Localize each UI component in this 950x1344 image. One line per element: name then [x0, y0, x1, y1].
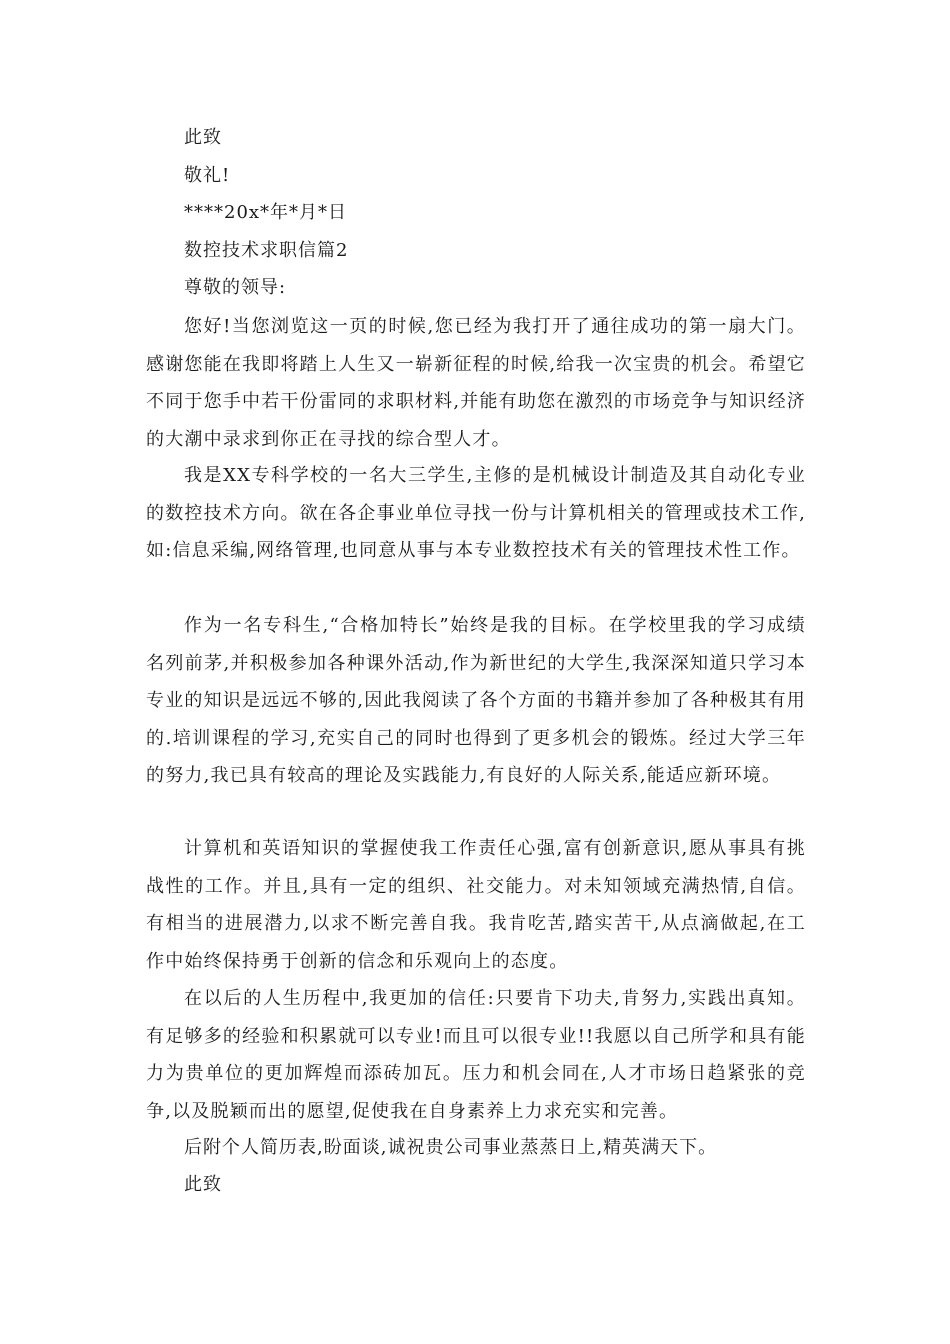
paragraph-goals: 作为一名专科生,“合格加特长”始终是我的目标。在学校里我的学习成绩名列前茅,并积极参加各种课外活动,作为新世纪的大学生,我深深知道只学习本专业的知识是远远不够的,因此我阅读了各个方面的书籍并参加了各种极其有用的.培训课程的学习,充实自己的同时也得到了更多机会的锻炼。经过大学三年的努力,我已具有较高的理论及实践能力,有良好的人际关系,能适应新环境。: [146, 615, 806, 786]
paragraph-intro: 您好!当您浏览这一页的时候,您已经为我打开了通往成功的第一扇大门。感谢您能在我即将踏上人生又一崭新征程的时候,给我一次宝贵的机会。希望它不同于您手中若干份雷同的求职材料,并能有助您在激烈的市场竞争与知识经济的大潮中录求到你正在寻找的综合型人才。: [146, 316, 806, 450]
paragraph-skills: 计算机和英语知识的掌握使我工作责任心强,富有创新意识,愿从事具有挑战性的工作。并且,具有一定的组织、社交能力。对未知领域充满热情,自信。有相当的进展潜力,以求不断完善自我。我肯吃苦,踏实苦干,从点滴做起,在工作中始终保持勇于创新的信念和乐观向上的态度。: [146, 838, 806, 972]
date-line: ****20x*年*月*日: [184, 202, 348, 223]
paragraph-outlook: 在以后的人生历程中,我更加的信任:只要肯下功夫,肯努力,实践出真知。有足够多的经验和积累就可以专业!而且可以很专业!!我愿以自己所学和具有能力为贵单位的更加辉煌而添砖加瓦。压力和机会同在,人才市场日趋紧张的竞争,以及脱颖而出的愿望,促使我在自身素养上力求充实和完善。: [146, 988, 806, 1122]
greeting: 尊敬的领导:: [184, 277, 287, 298]
closing-phrase: 此致: [184, 127, 222, 148]
paragraph-background: 我是XX专科学校的一名大三学生,主修的是机械设计制造及其自动化专业的数控技术方向。欲在各企事业单位寻找一份与计算机相关的管理或技术工作,如:信息采编,网络管理,也同意从事与本专业数控技术有关的管理技术性工作。: [146, 465, 806, 561]
section-title: 数控技术求职信篇2: [184, 240, 349, 261]
salutation: 敬礼!: [184, 165, 231, 186]
closing-phrase-2: 此致: [184, 1174, 222, 1195]
closing-line: 后附个人简历表,盼面谈,诚祝贵公司事业蒸蒸日上,精英满天下。: [184, 1137, 718, 1158]
